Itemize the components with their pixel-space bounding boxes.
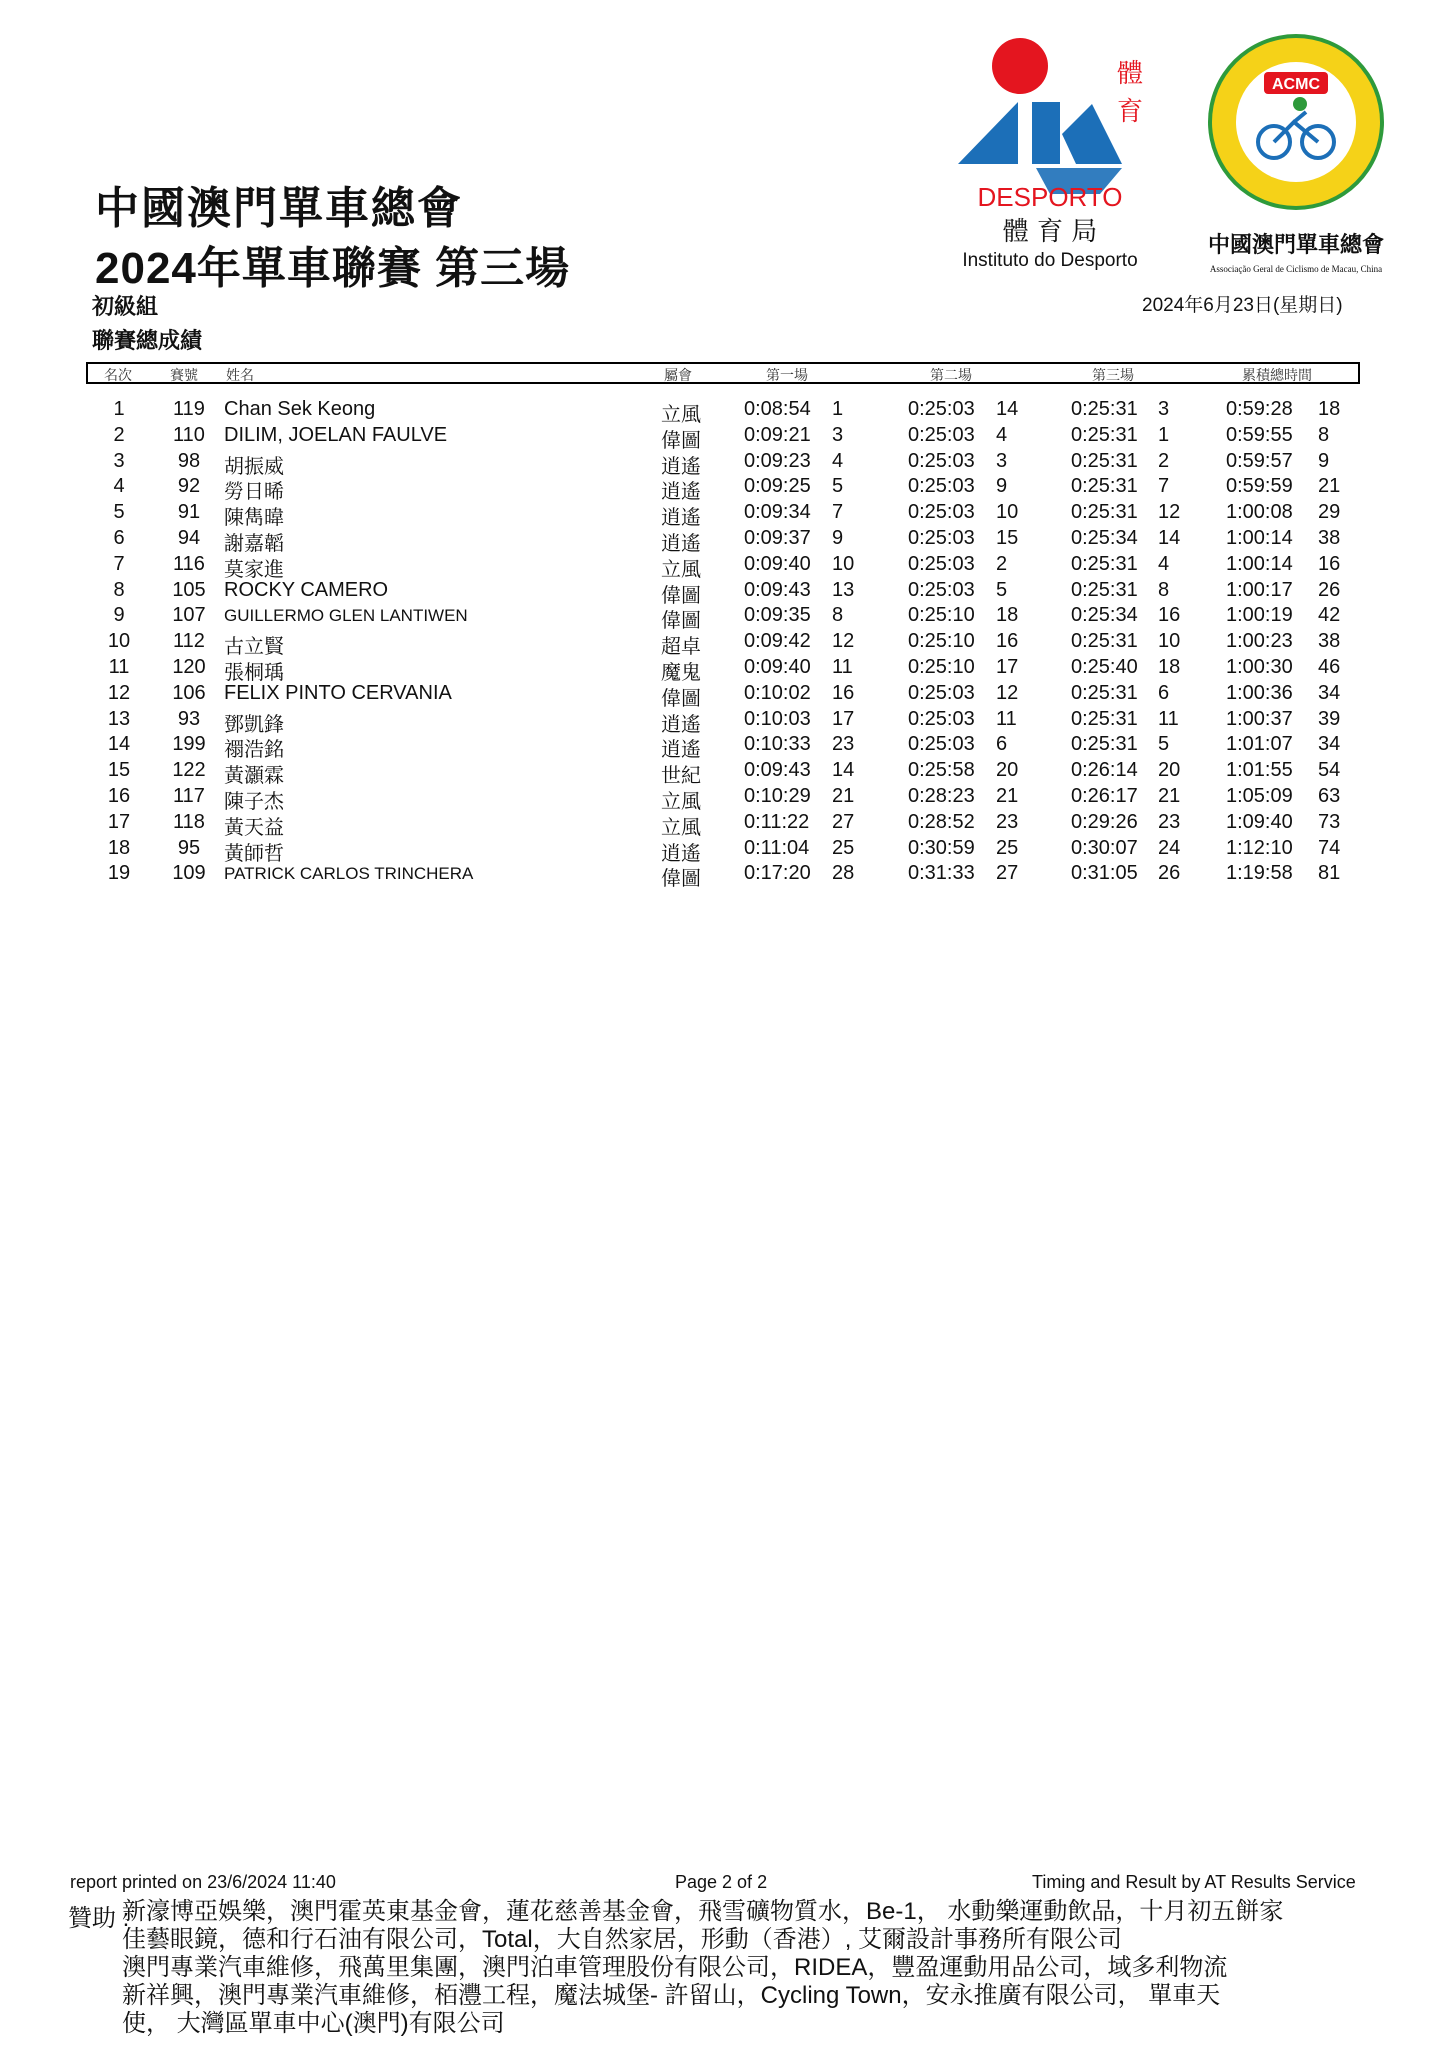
cell-race1-time: 0:10:29 xyxy=(744,784,811,807)
cell-total-time: 0:59:55 xyxy=(1226,423,1293,446)
cell-club: 逍遙 xyxy=(661,455,701,478)
cell-club: 偉圖 xyxy=(661,429,701,452)
cell-total-time: 1:00:14 xyxy=(1226,552,1293,575)
table-row xyxy=(86,551,1360,581)
cell-points: 8 xyxy=(1318,423,1330,446)
desporto-char-2: 育 xyxy=(1116,97,1144,127)
cell-race3-time: 0:25:34 xyxy=(1071,526,1138,549)
cell-name: 禤浩銘 xyxy=(224,739,284,762)
cell-race1-place: 21 xyxy=(832,784,855,807)
cell-points: 9 xyxy=(1318,449,1330,472)
cell-club: 偉圖 xyxy=(661,868,701,891)
cell-name: DILIM, JOELAN FAULVE xyxy=(224,423,448,446)
cell-club: 立風 xyxy=(661,558,701,581)
sponsor-line: 佳藝眼鏡，德和行石油有限公司，Total，大自然家居，形動（香港）, 艾爾設計事務所有限公司 xyxy=(122,1926,1123,1953)
cell-race1-place: 27 xyxy=(832,810,855,833)
cell-rank: 4 xyxy=(113,475,125,498)
results-subtitle: 聯賽總成績 xyxy=(92,328,203,353)
cell-race3-place: 6 xyxy=(1158,681,1170,704)
cell-points: 42 xyxy=(1318,604,1341,627)
desporto-cn: 體 育 局 xyxy=(1002,217,1098,247)
cell-club: 立風 xyxy=(661,790,701,813)
cell-race2-place: 6 xyxy=(996,733,1008,756)
cell-rank: 17 xyxy=(107,810,131,833)
cell-bib: 105 xyxy=(172,578,206,601)
cell-race1-time: 0:09:21 xyxy=(744,423,811,446)
cell-race3-place: 7 xyxy=(1158,475,1170,498)
cell-race3-place: 1 xyxy=(1158,423,1170,446)
table-row xyxy=(86,577,1360,607)
cell-rank: 19 xyxy=(107,862,131,885)
cell-total-time: 1:19:58 xyxy=(1226,862,1293,885)
cell-bib: 110 xyxy=(173,423,205,446)
cell-race2-time: 0:25:03 xyxy=(908,526,975,549)
cell-points: 38 xyxy=(1318,630,1341,653)
cell-rank: 7 xyxy=(113,552,125,575)
sponsor-line: 新濠博亞娛樂，澳門霍英東基金會，蓮花慈善基金會，飛雪礦物質水，Be-1， 水動樂運動飲品，十月初五餅家 xyxy=(122,1898,1284,1925)
cell-points: 26 xyxy=(1318,578,1341,601)
cell-total-time: 1:01:07 xyxy=(1226,733,1293,756)
cell-bib: 98 xyxy=(177,449,201,472)
cell-name: 鄧凱鋒 xyxy=(224,713,284,736)
cell-race3-time: 0:25:34 xyxy=(1071,604,1138,627)
header-race3: 第三場 xyxy=(1092,367,1134,383)
table-row xyxy=(86,396,1360,426)
cell-race2-place: 14 xyxy=(996,398,1019,420)
cell-race1-time: 0:09:34 xyxy=(744,501,811,524)
cell-points: 16 xyxy=(1318,552,1341,575)
cell-rank: 11 xyxy=(108,655,130,678)
cell-race2-place: 18 xyxy=(996,604,1019,627)
cell-race1-time: 0:10:02 xyxy=(744,681,811,704)
cell-race1-time: 0:10:33 xyxy=(744,733,811,756)
cell-race2-place: 20 xyxy=(996,759,1019,782)
cell-race1-place: 8 xyxy=(832,604,844,627)
cell-race2-time: 0:30:59 xyxy=(908,836,975,859)
cell-race2-time: 0:25:03 xyxy=(908,449,975,472)
header-race2: 第二場 xyxy=(930,367,972,383)
desporto-logo xyxy=(950,34,1150,274)
cell-total-time: 0:59:28 xyxy=(1226,398,1293,420)
cell-race3-place: 3 xyxy=(1158,398,1170,420)
table-row xyxy=(86,654,1360,684)
cell-bib: 91 xyxy=(177,501,201,524)
cell-club: 魔鬼 xyxy=(661,661,701,684)
cell-race3-time: 0:26:17 xyxy=(1071,784,1138,807)
cell-race1-time: 0:09:35 xyxy=(744,604,811,627)
cell-race3-time: 0:30:07 xyxy=(1071,836,1138,859)
cell-total-time: 1:00:36 xyxy=(1226,681,1293,704)
cell-total-time: 1:09:40 xyxy=(1226,810,1293,833)
cell-name: 謝嘉韜 xyxy=(224,532,284,555)
cell-name: 勞日晞 xyxy=(224,481,284,504)
cell-race3-time: 0:29:26 xyxy=(1071,810,1138,833)
cell-points: 38 xyxy=(1318,526,1341,549)
cell-rank: 16 xyxy=(107,784,131,807)
cell-race2-place: 3 xyxy=(996,449,1008,472)
cell-race2-time: 0:25:03 xyxy=(908,423,975,446)
page-number: Page 2 of 2 xyxy=(675,1872,768,1892)
header-club: 屬會 xyxy=(664,367,692,383)
table-row xyxy=(86,602,1360,633)
table-row xyxy=(86,731,1360,762)
results-table xyxy=(86,396,1360,891)
cell-rank: 6 xyxy=(113,526,125,549)
cell-rank: 13 xyxy=(107,707,131,730)
cell-race3-place: 23 xyxy=(1158,810,1181,833)
cell-race3-time: 0:25:31 xyxy=(1071,578,1138,601)
cell-name: FELIX PINTO CERVANIA xyxy=(224,681,452,704)
cell-race2-time: 0:25:03 xyxy=(908,552,975,575)
cell-race2-time: 0:25:10 xyxy=(908,604,975,627)
cell-race3-place: 20 xyxy=(1158,759,1181,782)
cell-name: 陳子杰 xyxy=(224,790,284,813)
cell-rank: 5 xyxy=(113,501,125,524)
cell-race2-place: 17 xyxy=(996,655,1019,678)
table-header xyxy=(86,362,1360,384)
cell-name: 黃天益 xyxy=(224,816,284,839)
cell-race1-time: 0:09:23 xyxy=(744,449,811,472)
cell-name: 胡振威 xyxy=(224,455,284,478)
sponsor-line: 澳門專業汽車維修，飛萬里集團，澳門泊車管理股份有限公司，RIDEA，豐盈運動用品公司，域多利物流 xyxy=(122,1954,1228,1981)
cell-points: 74 xyxy=(1318,836,1341,859)
cell-race2-place: 12 xyxy=(996,681,1019,704)
cell-race3-place: 26 xyxy=(1158,862,1181,885)
cell-rank: 14 xyxy=(107,733,131,756)
cell-race2-place: 23 xyxy=(996,810,1019,833)
table-row xyxy=(86,628,1360,659)
cell-club: 偉圖 xyxy=(661,687,701,710)
cell-total-time: 1:00:19 xyxy=(1226,604,1293,627)
cell-race1-place: 10 xyxy=(832,552,855,575)
desporto-pt: Instituto do Desporto xyxy=(962,250,1138,271)
cell-points: 81 xyxy=(1318,862,1341,885)
table-row xyxy=(86,680,1360,710)
cell-race2-place: 5 xyxy=(996,578,1008,601)
cell-race3-place: 14 xyxy=(1158,526,1181,549)
cell-total-time: 1:00:23 xyxy=(1226,630,1293,653)
cell-name: 古立賢 xyxy=(224,636,284,659)
cell-race1-place: 12 xyxy=(832,630,855,653)
acmc-badge: ACMC xyxy=(1272,76,1320,93)
event-date: 2024年6月23日(星期日) xyxy=(1142,295,1343,316)
cell-race1-time: 0:09:37 xyxy=(744,526,811,549)
table-row xyxy=(86,809,1360,839)
page-title: 中國澳門單車總會 xyxy=(95,184,463,233)
table-row xyxy=(86,448,1360,478)
cell-race3-place: 4 xyxy=(1158,552,1170,575)
cell-bib: 118 xyxy=(173,810,205,833)
event-title: 2024年單車聯賽 第三場 xyxy=(95,244,571,293)
cell-race3-place: 2 xyxy=(1158,449,1170,472)
cell-race2-place: 9 xyxy=(996,475,1008,498)
cell-race1-time: 0:09:40 xyxy=(744,552,811,575)
cell-points: 39 xyxy=(1318,707,1341,730)
cell-race3-time: 0:25:40 xyxy=(1071,655,1138,678)
header-race1: 第一場 xyxy=(766,367,808,383)
cell-points: 21 xyxy=(1318,475,1341,498)
cell-total-time: 1:12:10 xyxy=(1226,836,1293,859)
cell-race3-time: 0:26:14 xyxy=(1071,759,1138,782)
table-row xyxy=(86,860,1360,891)
table-row xyxy=(86,783,1360,813)
cell-race3-time: 0:25:31 xyxy=(1071,475,1138,498)
cell-total-time: 1:01:55 xyxy=(1226,759,1293,782)
cell-points: 34 xyxy=(1318,733,1341,756)
cell-race3-time: 0:25:31 xyxy=(1071,449,1138,472)
cell-race3-place: 11 xyxy=(1158,707,1179,730)
cell-points: 29 xyxy=(1318,501,1341,524)
cell-bib: 119 xyxy=(173,398,205,420)
sponsor-line: 使， 大灣區單車中心(澳門)有限公司 xyxy=(122,2010,505,2037)
header-rank: 名次 xyxy=(104,367,132,383)
cell-bib: 95 xyxy=(177,836,201,859)
cell-race2-time: 0:28:52 xyxy=(908,810,975,833)
cell-bib: 120 xyxy=(172,655,206,678)
cell-race1-place: 4 xyxy=(832,449,844,472)
header-total: 累積總時間 xyxy=(1242,367,1312,383)
cell-points: 63 xyxy=(1318,784,1341,807)
cell-race2-place: 27 xyxy=(996,862,1019,885)
cell-club: 偉圖 xyxy=(661,584,701,607)
cell-race1-time: 0:08:54 xyxy=(744,398,811,420)
cell-race1-time: 0:09:43 xyxy=(744,578,811,601)
timing-credit: Timing and Result by AT Results Service xyxy=(1032,1872,1356,1892)
cell-race3-place: 21 xyxy=(1158,784,1181,807)
cell-points: 54 xyxy=(1318,759,1341,782)
cell-race1-time: 0:17:20 xyxy=(744,862,811,885)
cell-bib: 112 xyxy=(173,630,205,653)
cell-race1-place: 17 xyxy=(832,707,855,730)
cell-race2-time: 0:25:03 xyxy=(908,578,975,601)
table-row xyxy=(86,525,1360,555)
cell-race3-place: 16 xyxy=(1158,604,1181,627)
cell-total-time: 1:00:08 xyxy=(1226,501,1293,524)
cell-race3-time: 0:25:31 xyxy=(1071,552,1138,575)
acmc-logo xyxy=(1196,30,1396,278)
cell-race1-time: 0:09:42 xyxy=(744,630,811,653)
cell-bib: 199 xyxy=(172,733,206,756)
cell-bib: 106 xyxy=(172,681,206,704)
cell-race1-place: 13 xyxy=(832,578,855,601)
cell-name: GUILLERMO GLEN LANTIWEN xyxy=(224,606,468,626)
cell-rank: 8 xyxy=(113,578,125,601)
cell-race2-place: 4 xyxy=(996,423,1008,446)
cell-bib: 117 xyxy=(173,784,205,807)
table-row xyxy=(86,422,1360,452)
header-bib: 賽號 xyxy=(170,367,198,383)
cell-race3-time: 0:25:31 xyxy=(1071,501,1138,524)
cell-points: 46 xyxy=(1318,655,1341,678)
cell-race2-time: 0:25:03 xyxy=(908,501,975,524)
cell-race2-time: 0:25:10 xyxy=(908,630,975,653)
cell-race1-place: 28 xyxy=(832,862,855,885)
cell-race1-place: 14 xyxy=(832,759,855,782)
cell-race2-place: 10 xyxy=(996,501,1019,524)
cell-name: 黃灝霖 xyxy=(224,765,284,788)
cell-club: 逍遙 xyxy=(661,713,701,736)
cell-club: 逍遙 xyxy=(661,532,701,555)
sponsor-label: 贊助 : xyxy=(68,1905,130,1932)
cell-club: 超卓 xyxy=(661,636,701,659)
cell-race2-place: 2 xyxy=(996,552,1008,575)
cell-race2-time: 0:25:58 xyxy=(908,759,975,782)
cell-race3-place: 18 xyxy=(1158,655,1181,678)
cell-rank: 10 xyxy=(107,630,131,653)
cell-name: 黃師哲 xyxy=(224,842,284,865)
cell-bib: 107 xyxy=(172,604,206,627)
cell-race2-place: 21 xyxy=(996,784,1019,807)
cell-race1-time: 0:09:40 xyxy=(744,655,811,678)
cell-race1-place: 16 xyxy=(832,681,855,704)
cell-race1-time: 0:09:25 xyxy=(744,475,811,498)
cell-name: 張桐瑀 xyxy=(224,661,284,684)
cell-rank: 12 xyxy=(107,681,131,704)
cell-race1-place: 5 xyxy=(832,475,844,498)
cell-race1-place: 23 xyxy=(832,733,855,756)
cell-race2-place: 16 xyxy=(996,630,1019,653)
cell-race1-time: 0:11:22 xyxy=(744,810,810,833)
cell-bib: 94 xyxy=(177,526,201,549)
cell-bib: 116 xyxy=(173,552,205,575)
cell-race1-place: 9 xyxy=(832,526,844,549)
desporto-word: DESPORTO xyxy=(977,182,1123,212)
cell-race3-time: 0:31:05 xyxy=(1071,862,1138,885)
cell-points: 18 xyxy=(1318,398,1341,420)
cell-race3-time: 0:25:31 xyxy=(1071,423,1138,446)
cell-race1-place: 11 xyxy=(832,655,853,678)
desporto-char-1: 體 xyxy=(1116,59,1144,89)
table-row xyxy=(86,835,1360,865)
cell-race3-time: 0:25:31 xyxy=(1071,398,1138,420)
cell-race3-time: 0:25:31 xyxy=(1071,630,1138,653)
cell-race1-time: 0:10:03 xyxy=(744,707,811,730)
cell-race2-time: 0:25:03 xyxy=(908,733,975,756)
acmc-cn: 中國澳門單車總會 xyxy=(1207,232,1385,258)
cell-name: 莫家進 xyxy=(224,558,284,581)
cell-race1-place: 3 xyxy=(832,423,844,446)
header-name: 姓名 xyxy=(226,367,254,383)
cell-race1-time: 0:11:04 xyxy=(744,836,810,859)
cell-race1-time: 0:09:43 xyxy=(744,759,811,782)
cell-race2-place: 15 xyxy=(996,526,1019,549)
cell-total-time: 1:00:14 xyxy=(1226,526,1293,549)
cell-rank: 1 xyxy=(113,398,125,420)
cell-race2-place: 25 xyxy=(996,836,1019,859)
cell-rank: 15 xyxy=(107,759,131,782)
cell-rank: 9 xyxy=(113,604,125,627)
cell-race2-time: 0:28:23 xyxy=(908,784,975,807)
cell-race3-place: 10 xyxy=(1158,630,1181,653)
table-row xyxy=(86,473,1360,504)
cell-total-time: 1:05:09 xyxy=(1226,784,1293,807)
cell-points: 34 xyxy=(1318,681,1341,704)
table-row xyxy=(86,499,1360,530)
cell-bib: 122 xyxy=(172,759,206,782)
cell-race1-place: 7 xyxy=(832,501,844,524)
cell-race2-time: 0:25:10 xyxy=(908,655,975,678)
cell-rank: 2 xyxy=(113,423,125,446)
cell-name: 陳雋暐 xyxy=(224,507,284,530)
cell-race3-place: 12 xyxy=(1158,501,1181,524)
cell-club: 逍遙 xyxy=(661,507,701,530)
cell-total-time: 1:00:37 xyxy=(1226,707,1293,730)
cell-race1-place: 1 xyxy=(832,398,844,420)
cell-club: 逍遙 xyxy=(661,481,701,504)
cell-total-time: 1:00:30 xyxy=(1226,655,1293,678)
cell-club: 世紀 xyxy=(661,765,701,788)
cell-club: 偉圖 xyxy=(661,610,701,633)
cell-race3-time: 0:25:31 xyxy=(1071,733,1138,756)
cell-club: 逍遙 xyxy=(661,739,701,762)
cell-bib: 92 xyxy=(177,475,201,498)
sponsor-list xyxy=(122,1898,1322,2038)
sponsor-line: 新祥興，澳門專業汽車維修，栢灃工程，魔法城堡- 許留山，Cycling Town，安永推廣有限公司， 單車天 xyxy=(122,1982,1221,2009)
cell-race2-time: 0:25:03 xyxy=(908,398,975,420)
cell-club: 逍遙 xyxy=(661,842,701,865)
cell-race3-place: 24 xyxy=(1158,836,1181,859)
cell-race2-time: 0:31:33 xyxy=(908,862,975,885)
cell-bib: 93 xyxy=(177,707,201,730)
cell-total-time: 1:00:17 xyxy=(1226,578,1293,601)
cell-race3-place: 8 xyxy=(1158,578,1170,601)
report-printed: report printed on 23/6/2024 11:40 xyxy=(70,1872,336,1892)
cell-race3-time: 0:25:31 xyxy=(1071,707,1138,730)
cell-points: 73 xyxy=(1318,810,1341,833)
cell-total-time: 0:59:57 xyxy=(1226,449,1293,472)
cell-race2-time: 0:25:03 xyxy=(908,707,975,730)
acmc-pt: Associação Geral de Ciclismo de Macau, China xyxy=(1209,264,1383,274)
cell-race2-time: 0:25:03 xyxy=(908,681,975,704)
cell-club: 立風 xyxy=(661,816,701,839)
cell-name: Chan Sek Keong xyxy=(224,398,376,420)
cell-rank: 18 xyxy=(107,836,131,859)
cell-race3-time: 0:25:31 xyxy=(1071,681,1138,704)
cell-race2-place: 11 xyxy=(996,707,1017,730)
cell-race1-place: 25 xyxy=(832,836,855,859)
cell-bib: 109 xyxy=(172,862,206,885)
cell-rank: 3 xyxy=(113,449,125,472)
cell-name: ROCKY CAMERO xyxy=(224,578,389,601)
table-row xyxy=(86,706,1360,736)
cell-race3-place: 5 xyxy=(1158,733,1170,756)
cell-total-time: 0:59:59 xyxy=(1226,475,1293,498)
category-label: 初級組 xyxy=(92,294,159,319)
cell-race2-time: 0:25:03 xyxy=(908,475,975,498)
table-row xyxy=(86,757,1360,788)
cell-club: 立風 xyxy=(661,404,701,426)
cell-name: PATRICK CARLOS TRINCHERA xyxy=(224,864,474,884)
